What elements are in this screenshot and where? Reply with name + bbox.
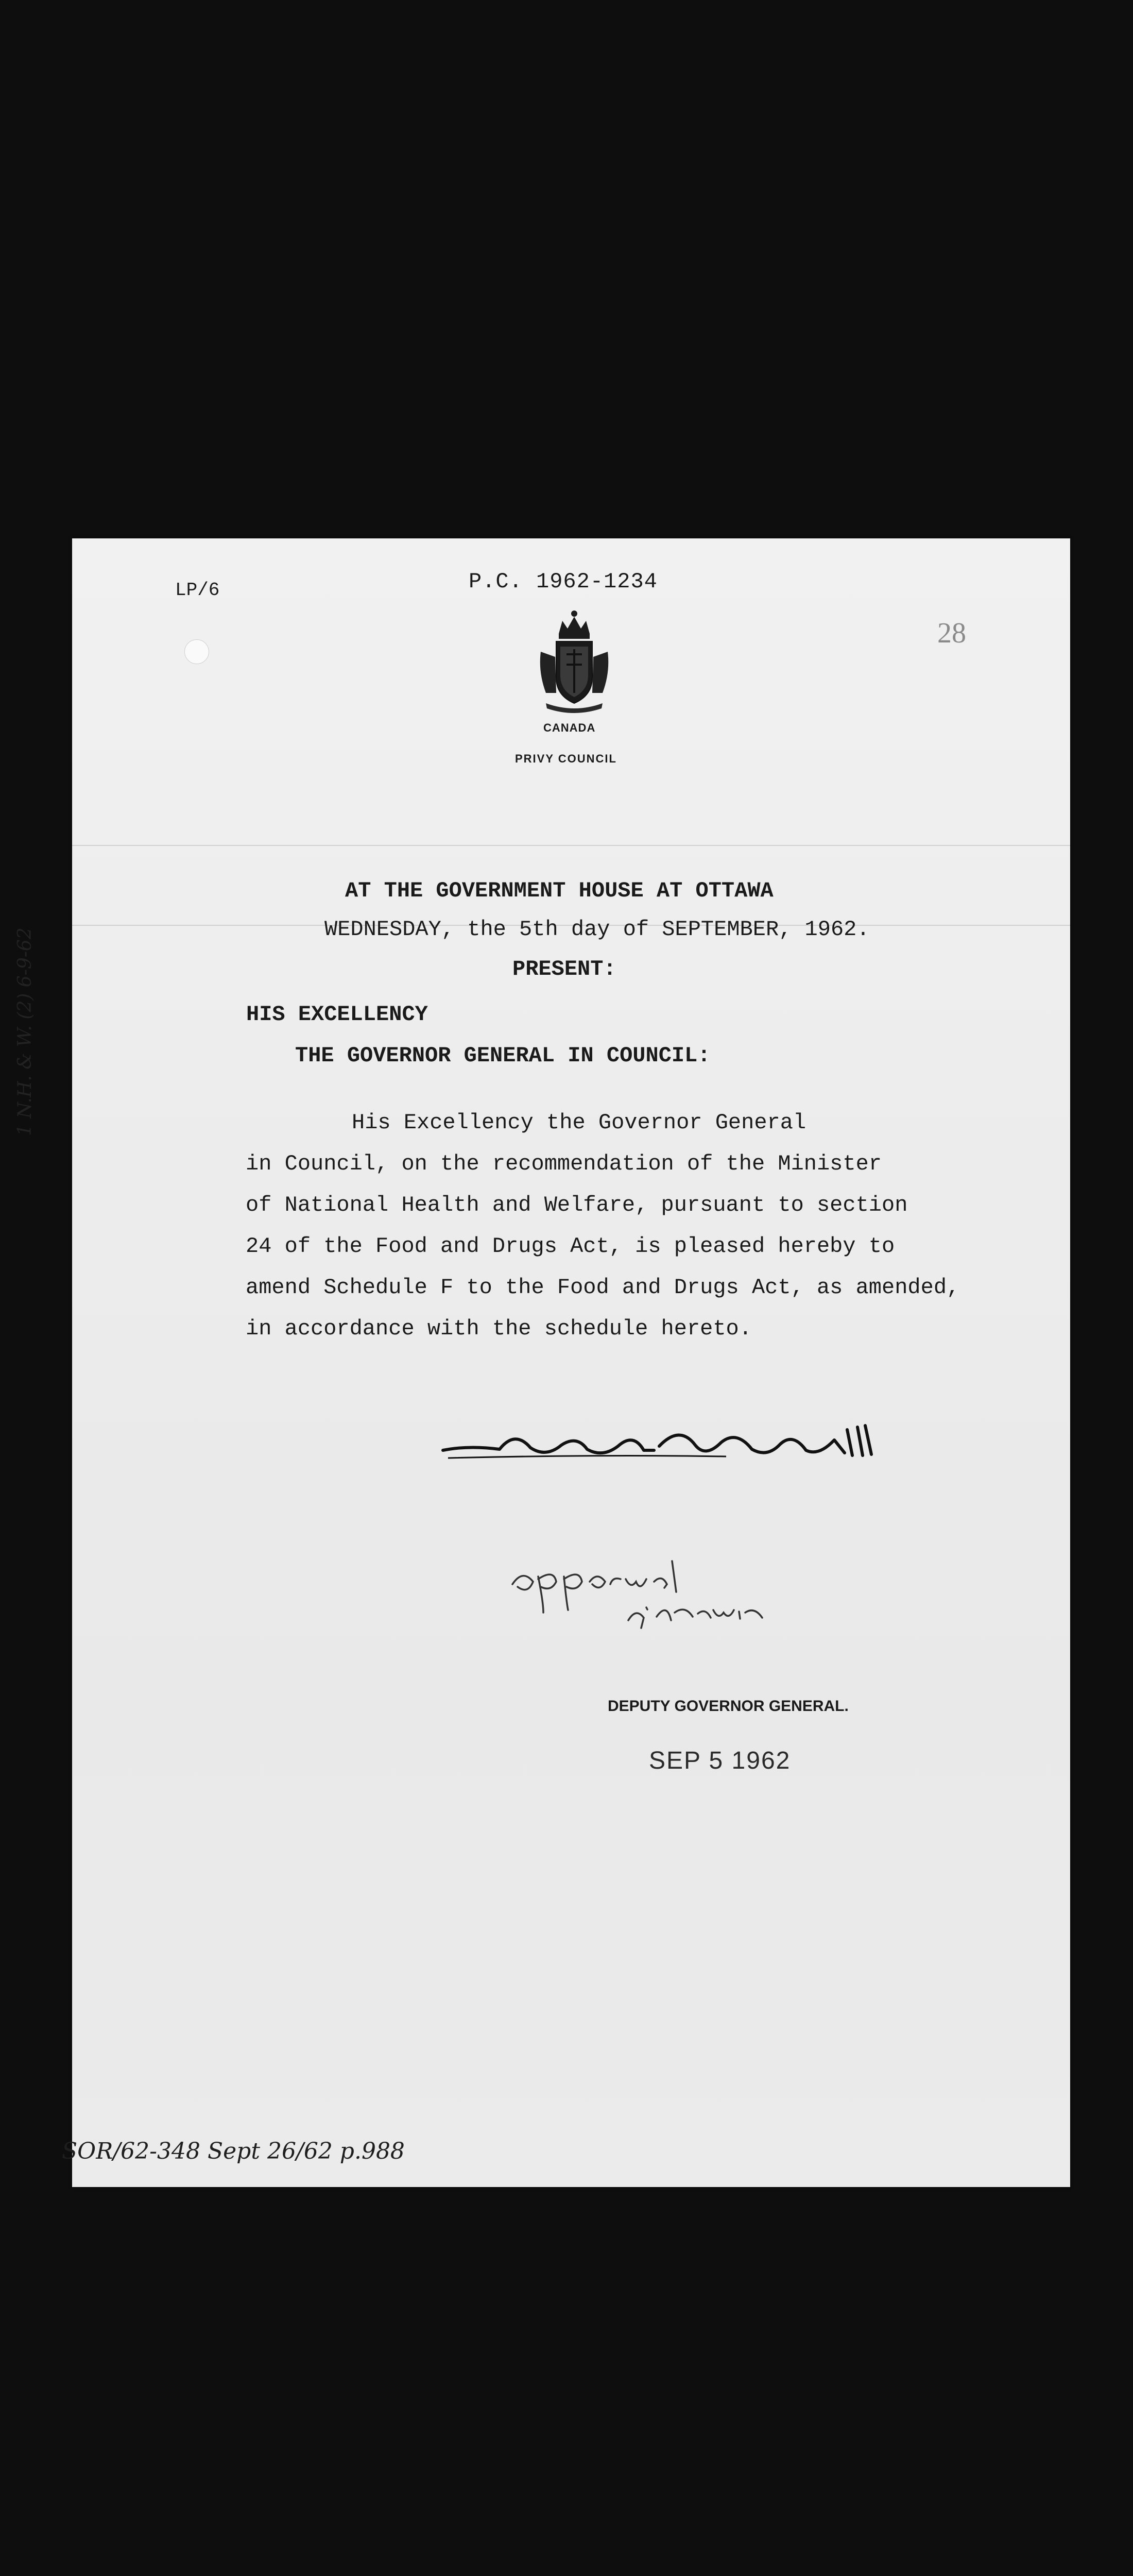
location-heading: AT THE GOVERNMENT HOUSE AT OTTAWA <box>345 878 774 903</box>
council-heading: THE GOVERNOR GENERAL IN COUNCIL: <box>295 1043 711 1068</box>
body-line: His Excellency the Governor General <box>352 1110 806 1135</box>
body-line: in Council, on the recommendation of the Minister <box>246 1151 882 1176</box>
file-mark: LP/6 <box>175 580 220 601</box>
body-line: in accordance with the schedule hereto. <box>246 1316 752 1341</box>
coat-of-arms-icon <box>536 605 613 714</box>
excellency-heading: HIS EXCELLENCY <box>246 1002 428 1027</box>
deputy-governor-title: DEPUTY GOVERNOR GENERAL. <box>608 1698 849 1715</box>
order-number: P.C. 1962-1234 <box>469 569 658 594</box>
present-heading: PRESENT: <box>512 957 616 981</box>
approval-handwriting <box>507 1556 827 1638</box>
body-line: of National Health and Welfare, pursuant to section <box>246 1193 908 1217</box>
fold-line <box>72 845 1070 846</box>
bottom-handwritten-note: SOR/62-348 Sept 26/62 p.988 <box>62 2138 405 2164</box>
crest-label: CANADA <box>543 721 596 734</box>
page-number: 28 <box>937 617 966 649</box>
date-stamp: SEP 5 1962 <box>649 1747 791 1774</box>
body-line: 24 of the Food and Drugs Act, is pleased hereby to <box>246 1234 895 1259</box>
side-handwritten-note: 1 N.H. & W. (2) 6-9-62 <box>14 927 36 1136</box>
document-page <box>72 538 1070 2187</box>
clerk-signature <box>438 1409 891 1471</box>
crest-subtitle: PRIVY COUNCIL <box>515 752 617 765</box>
date-line: WEDNESDAY, the 5th day of SEPTEMBER, 1962. <box>324 917 870 942</box>
punch-hole <box>184 639 209 664</box>
body-line: amend Schedule F to the Food and Drugs Act, as amended, <box>246 1275 960 1300</box>
